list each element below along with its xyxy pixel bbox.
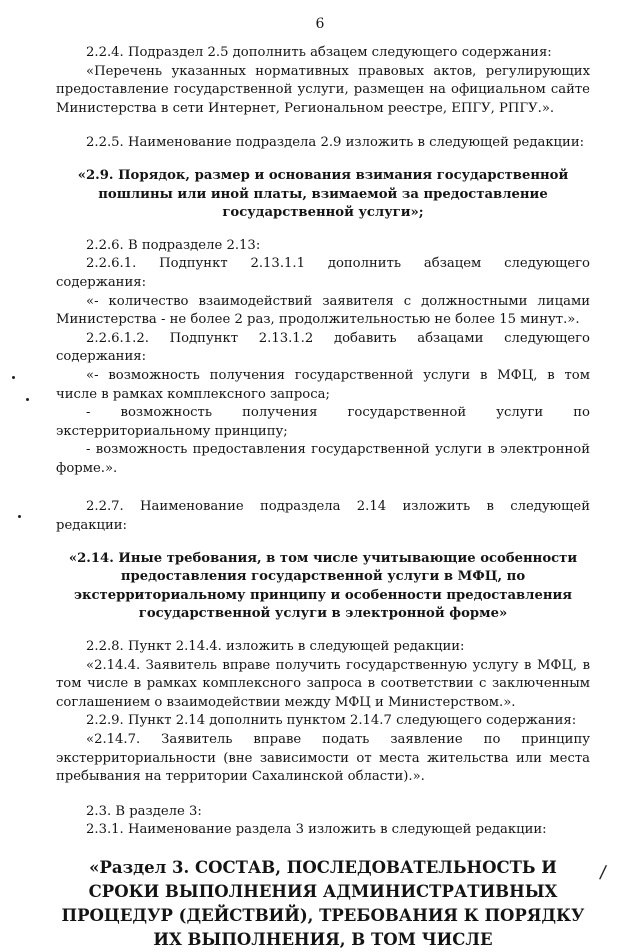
paragraph: «- количество взаимодействий заявителя с должностными лицами Министерства - не более 2 раз, продолжительностью не более 15 минут.».: [56, 293, 590, 328]
document-body: [56, 38, 590, 952]
paragraph: 2.2.6.1.2. Подпункт 2.13.1.2 добавить абзацами следующего содержания:: [56, 330, 590, 365]
paragraph: 2.3.1. Наименование раздела 3 изложить в следующей редакции:: [86, 822, 547, 838]
paragraph: «Перечень указанных нормативных правовых актов, регулирующих предоставление государственной услуги, размещен на официальном сайте Министерства в сети Интернет, Региональном реестре, ЕПГУ, РПГУ.».: [56, 63, 590, 116]
section-title: «2.14. Иные требования, в том числе учитывающие особенности предоставления государственной услуги в МФЦ, по экстерриториальному принципу и особенности предоставления государственной услуги в электронной форме»: [68, 550, 578, 622]
paragraph: «2.14.7. Заявитель вправе подать заявление по принципу экстерриториальности (вне зависимости от места жительства или места пребывания на территории Сахалинской области).».: [56, 732, 590, 785]
paragraph: 2.2.6.1. Подпункт 2.13.1.1 дополнить абзацем следующего содержания:: [56, 256, 590, 290]
pen-mark: /: [598, 861, 608, 884]
scan-speck: [18, 515, 21, 518]
paragraph: - возможность получения государственной услуги по экстерриториальному принципу;: [56, 405, 590, 439]
paragraph: 2.2.5. Наименование подраздела 2.9 изложить в следующей редакции:: [86, 135, 585, 151]
paragraph: 2.2.7. Наименование подраздела 2.14 изложить в следующей редакции:: [56, 499, 590, 534]
page-number: 6: [315, 16, 325, 32]
paragraph: «2.14.4. Заявитель вправе получить государственную услугу в МФЦ, в том числе в рамках комплексного запроса в соответствии с заключенным соглашением о взаимодействии между МФЦ и Министерством.».: [56, 657, 590, 710]
scan-speck: [12, 376, 15, 379]
section-title: «Раздел 3. СОСТАВ, ПОСЛЕДОВАТЕЛЬНОСТЬ И СРОКИ ВЫПОЛНЕНИЯ АДМИНИСТРАТИВНЫХ ПРОЦЕДУР (ДЕЙСТВИЙ), ТРЕБОВАНИЯ К ПОРЯДКУ ИХ ВЫПОЛНЕНИЯ, В ТОМ ЧИСЛЕ: [61, 857, 585, 949]
paragraph: 2.2.6. В подразделе 2.13:: [86, 237, 261, 253]
paragraph: 2.2.4. Подраздел 2.5 дополнить абзацем следующего содержания:: [86, 45, 552, 60]
scan-speck: [26, 398, 29, 401]
paragraph: 2.2.8. Пункт 2.14.4. изложить в следующей редакции:: [86, 639, 465, 655]
paragraph: «- возможность получения государственной услуги в МФЦ, в том числе в рамках комплексного запроса;: [56, 367, 590, 402]
section-title: «2.9. Порядок, размер и основания взимания государственной пошлины или иной платы, взимаемой за предоставление государственной услуги»;: [77, 167, 569, 221]
paragraph: 2.2.9. Пункт 2.14 дополнить пунктом 2.14.7 следующего содержания:: [86, 713, 577, 729]
paragraph: - возможность предоставления государственной услуги в электронной форме.».: [56, 442, 590, 476]
paragraph: 2.3. В разделе 3:: [86, 803, 202, 819]
